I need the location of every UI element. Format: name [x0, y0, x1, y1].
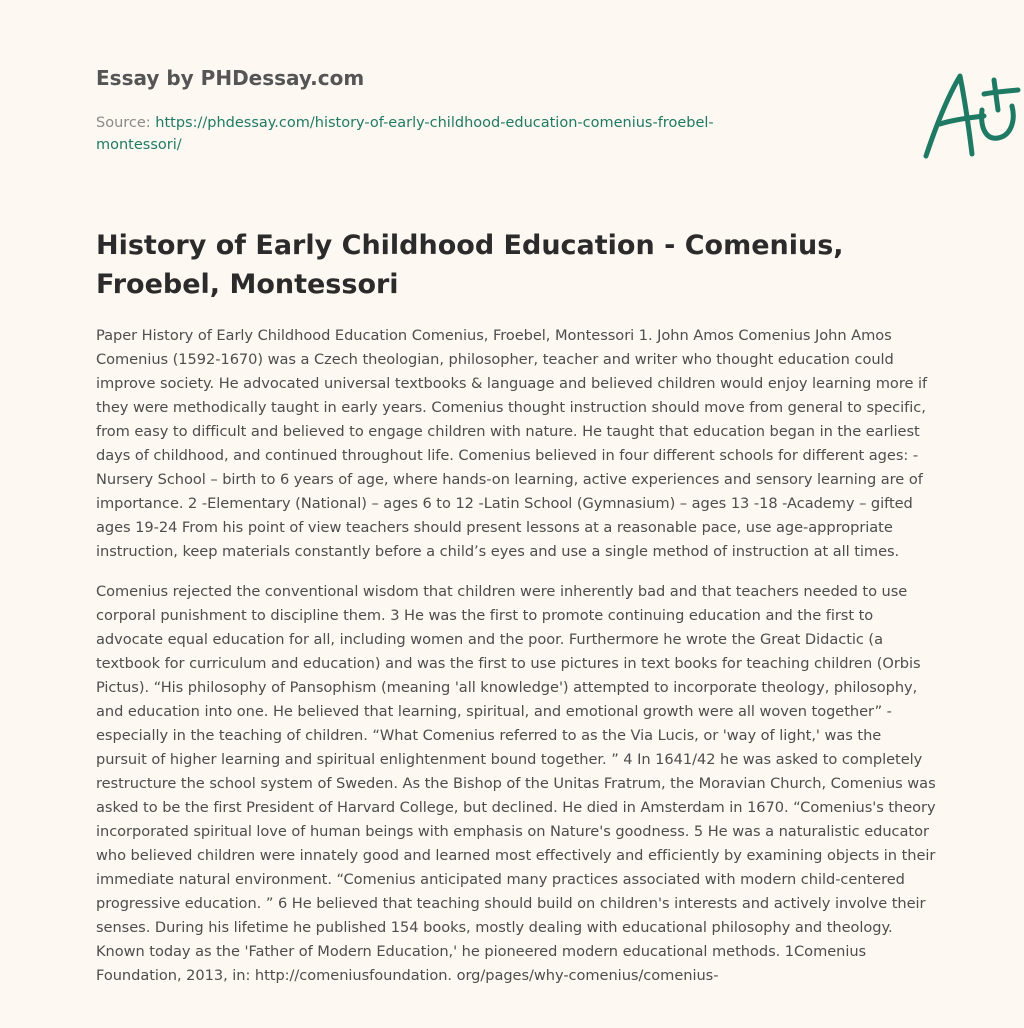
- brand-name: Essay by PHDessay.com: [96, 66, 365, 90]
- a-plus-grade-icon: [922, 66, 1024, 166]
- essay-title: History of Early Childhood Education - Comenius, Froebel, Montessori: [96, 230, 844, 300]
- source-line: [96, 112, 756, 156]
- source-link[interactable]: https://phdessay.com/history-of-early-childhood-education-comenius-froebel-montessori/: [96, 115, 714, 153]
- source-label: Source:: [96, 115, 156, 131]
- essay-body: [96, 324, 936, 1004]
- essay-paragraph: Paper History of Early Childhood Education Comenius, Froebel, Montessori 1. John Amos Comenius John Amos Comenius (1592-1670) was a Czech theologian, philosopher, teacher and writer who thought education could improve society. He advocated universal textbooks & language and believed children would enjoy learning more if they were methodically taught in early years. Comenius thought instruction should move from general to specific, from easy to difficult and believed to engage children with nature. He taught that education began in the earliest days of childhood, and continued throughout life. Comenius believed in four different schools for different ages: -Nursery School – birth to 6 years of age, where hands-on learning, active experiences and sensory learning are of importance. 2 -Elementary (National) – ages 6 to 12 -Latin School (Gymnasium) – ages 13 -18 -Academy – gifted ages 19-24 From his point of view teachers should present lessons at a reasonable pace, use age-appropriate instruction, keep materials constantly before a child’s eyes and use a single method of instruction at all times.: [96, 327, 928, 560]
- essay-paragraph: Comenius rejected the conventional wisdom that children were inherently bad and that teachers needed to use corporal punishment to discipline them. 3 He was the first to promote continuing education and the first to advocate equal education for all, including women and the poor. Furthermore he wrote the Great Didactic (a textbook for curriculum and education) and was the first to use pictures in text books for teaching children (Orbis Pictus). “His philosophy of Pansophism (meaning 'all knowledge') attempted to incorporate theology, philosophy, and education into one. He believed that learning, spiritual, and emotional growth were all woven together” - especially in the teaching of children. “What Comenius referred to as the Via Lucis, or 'way of light,' was the pursuit of higher learning and spiritual enlightenment bound together. ” 4 In 1641/42 he was asked to completely restructure the school system of Sweden. As the Bishop of the Unitas Fratrum, the Moravian Church, Comenius was asked to be the first President of Harvard College, but declined. He died in Amsterdam in 1670. “Comenius's theory incorporated spiritual love of human beings with emphasis on Nature's goodness. 5 He was a naturalistic educator who believed children were innately good and learned most effectively and efficiently by examining objects in their immediate natural environment. “Comenius anticipated many practices associated with modern child-centered progressive education. ” 6 He believed that teaching should build on children's interests and actively involve their senses. During his lifetime he published 154 books, mostly dealing with educational philosophy and theology. Known today as the 'Father of Modern Education,' he pioneered modern educational methods. 1Comenius Foundation, 2013, in: http://comeniusfoundation. org/pages/why-comenius/comenius-: [96, 583, 936, 984]
